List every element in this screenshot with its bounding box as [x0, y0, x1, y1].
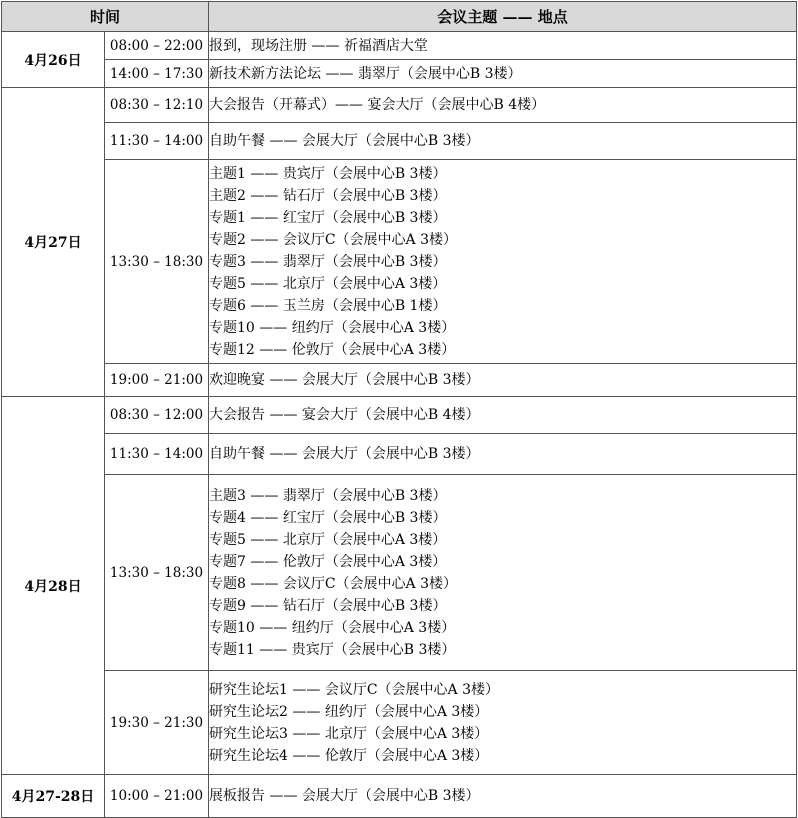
schedule-row [2, 434, 797, 475]
topic-line: 专题4 —— 红宝厅（会展中心B 3楼） [209, 509, 447, 526]
schedule-row [2, 160, 797, 364]
schedule-body [2, 32, 797, 818]
slot-topics [209, 364, 797, 397]
schedule-table [1, 1, 797, 818]
topic-line: 研究生论坛2 —— 纽约厅（会展中心A 3楼） [209, 703, 489, 720]
topic-line: 专题5 —— 北京厅（会展中心A 3楼） [209, 275, 447, 292]
topic-line: 专题9 —— 钻石厅（会展中心B 3楼） [209, 597, 447, 614]
header-time: 时间 [2, 2, 209, 32]
slot-time: 10:00 – 21:00 [105, 775, 209, 818]
topic-line: 专题6 —— 玉兰房（会展中心B 1楼） [209, 297, 447, 314]
topic-line: 专题1 —— 红宝厅（会展中心B 3楼） [209, 209, 447, 226]
slot-time: 19:00 – 21:00 [105, 364, 209, 397]
slot-time: 13:30 – 18:30 [105, 475, 209, 671]
day-date: 4月27-28日 [2, 775, 105, 818]
slot-time: 08:30 – 12:10 [105, 88, 209, 123]
slot-time: 19:30 – 21:30 [105, 671, 209, 775]
day-date: 4月27日 [2, 88, 105, 397]
topic-line: 研究生论坛4 —— 伦敦厅（会展中心A 3楼） [209, 747, 489, 764]
topic-line: 主题3 —— 翡翠厅（会展中心B 3楼） [209, 487, 447, 504]
topic-line: 专题8 —— 会议厅C（会展中心A 3楼） [209, 575, 458, 592]
schedule-row [2, 775, 797, 818]
schedule-row [2, 88, 797, 123]
header-row [2, 2, 797, 32]
topic-line: 专题2 —— 会议厅C（会展中心A 3楼） [209, 231, 458, 248]
slot-topics [209, 160, 797, 364]
slot-time: 14:00 – 17:30 [105, 60, 209, 88]
schedule-row [2, 123, 797, 160]
topic-line: 主题2 —— 钻石厅（会展中心B 3楼） [209, 187, 447, 204]
topic-line: 新技术新方法论坛 —— 翡翠厅（会展中心B 3楼） [209, 65, 522, 82]
topic-line: 展板报告 —— 会展大厅（会展中心B 3楼） [209, 788, 480, 804]
slot-topics [209, 671, 797, 775]
topic-line: 报到，现场注册 —— 祈福酒店大堂 [209, 37, 428, 54]
slot-time: 08:00 – 22:00 [105, 32, 209, 60]
schedule-row [2, 32, 797, 60]
schedule-row [2, 671, 797, 775]
schedule-row [2, 60, 797, 88]
slot-topics [209, 397, 797, 434]
slot-time: 08:30 – 12:00 [105, 397, 209, 434]
slot-topics [209, 475, 797, 671]
topic-line: 研究生论坛1 —— 会议厅C（会展中心A 3楼） [209, 681, 500, 698]
slot-topics [209, 88, 797, 123]
topic-line: 自助午餐 —— 会展大厅（会展中心B 3楼） [209, 133, 480, 149]
topic-line: 主题1 —— 贵宾厅（会展中心B 3楼） [209, 165, 447, 182]
slot-topics [209, 60, 797, 88]
topic-line: 大会报告 —— 宴会大厅（会展中心B 4楼） [209, 407, 480, 423]
topic-line: 专题12 —— 伦敦厅（会展中心A 3楼） [209, 341, 456, 358]
slot-topics [209, 775, 797, 818]
header-topic: 会议主题 —— 地点 [209, 2, 797, 32]
topic-line: 专题7 —— 伦敦厅（会展中心A 3楼） [209, 553, 447, 570]
topic-line: 研究生论坛3 —— 北京厅（会展中心A 3楼） [209, 725, 489, 742]
slot-topics [209, 123, 797, 160]
day-date: 4月26日 [2, 32, 105, 88]
topic-line: 专题3 —— 翡翠厅（会展中心B 3楼） [209, 253, 447, 270]
topic-line: 专题10 —— 纽约厅（会展中心A 3楼） [209, 319, 456, 336]
schedule-row [2, 397, 797, 434]
slot-topics [209, 32, 797, 60]
slot-topics [209, 434, 797, 475]
topic-line: 专题10 —— 纽约厅（会展中心A 3楼） [209, 619, 456, 636]
slot-time: 11:30 – 14:00 [105, 123, 209, 160]
day-date: 4月28日 [2, 397, 105, 775]
slot-time: 13:30 – 18:30 [105, 160, 209, 364]
topic-line: 大会报告（开幕式）—— 宴会大厅（会展中心B 4楼） [209, 97, 546, 113]
schedule-row [2, 364, 797, 397]
topic-line: 自助午餐 —— 会展大厅（会展中心B 3楼） [209, 446, 480, 462]
topic-line: 欢迎晚宴 —— 会展大厅（会展中心B 3楼） [209, 372, 480, 388]
topic-line: 专题5 —— 北京厅（会展中心A 3楼） [209, 531, 447, 548]
topic-line: 专题11 —— 贵宾厅（会展中心B 3楼） [209, 641, 456, 658]
slot-time: 11:30 – 14:00 [105, 434, 209, 475]
schedule-row [2, 475, 797, 671]
